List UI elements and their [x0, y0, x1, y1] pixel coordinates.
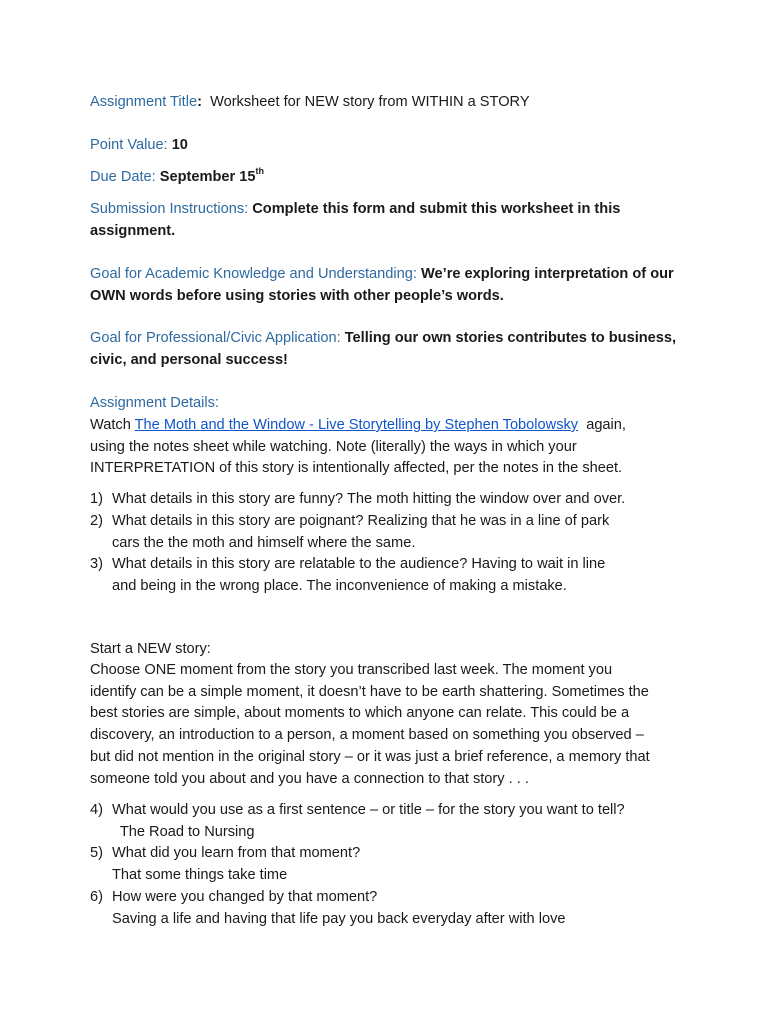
paragraph-line: someone told you about and you have a connection to that story . . .: [90, 770, 529, 787]
goal-academic-row: [90, 263, 674, 285]
details-label: Assignment Details:: [90, 395, 219, 411]
question-5: [90, 843, 682, 886]
question-text: and being in the wrong place. The inconvenience of making a mistake.: [112, 577, 567, 594]
point-value-row: [90, 134, 188, 156]
details-line1: [90, 414, 626, 436]
paragraph-line: discovery, an introduction to a person, a moment based on something you observed –: [90, 727, 644, 744]
question-4: [90, 800, 682, 843]
goal-professional-row: [90, 327, 676, 349]
details-after-link: again,: [586, 417, 626, 433]
question-text: What details in this story are funny? The moth hitting the window over and over.: [112, 491, 626, 507]
answer-text[interactable]: The Road to Nursing: [112, 823, 255, 840]
answer-text[interactable]: That some things take time: [112, 866, 288, 883]
submission-value-line1: Complete this form and submit this worksheet in this: [252, 201, 621, 217]
new-story-paragraph: [90, 660, 680, 790]
question-number: 1): [90, 491, 103, 507]
goal-academic-value-line1: We’re exploring interpretation of our: [421, 266, 674, 282]
submission-row: [90, 198, 620, 220]
details-line2: using the notes sheet while watching. Note (literally) the ways in which your: [90, 439, 577, 455]
question-text: What details in this story are poignant? Realizing that he was in a line of park: [112, 513, 610, 529]
question-number: 2): [90, 513, 103, 529]
goal-academic-label: Goal for Academic Knowledge and Understanding:: [90, 266, 417, 282]
assignment-title-label: Assignment Title: [90, 94, 198, 110]
assignment-title-value: Worksheet for NEW story from WITHIN a STORY: [210, 94, 530, 110]
question-number: 4): [90, 802, 103, 818]
assignment-title-row: Assignment Title: Worksheet for NEW story from WITHIN a STORY: [90, 94, 530, 110]
submission-label: Submission Instructions:: [90, 201, 249, 217]
point-value-label: Point Value:: [90, 137, 168, 153]
question-number: 6): [90, 889, 103, 905]
goal-professional-label: Goal for Professional/Civic Application:: [90, 330, 341, 346]
due-date-label: Due Date:: [90, 169, 156, 185]
goal-professional-value-line2: civic, and personal success!: [90, 352, 288, 368]
question-text: How were you changed by that moment?: [112, 889, 378, 905]
new-story-heading: Start a NEW story:: [90, 641, 211, 657]
question-number: 5): [90, 845, 103, 861]
details-line3: INTERPRETATION of this story is intentionally affected, per the notes in the sheet.: [90, 460, 623, 476]
question-text: What details in this story are relatable to the audience? Having to wait in line: [112, 556, 606, 572]
question-1: [90, 489, 682, 511]
submission-value-line2: assignment.: [90, 223, 176, 239]
paragraph-line: but did not mention in the original story – or it was just a brief reference, a memory that: [90, 748, 650, 765]
question-6: [90, 887, 682, 930]
due-date-value: September 15th: [159, 166, 264, 185]
moth-video-link[interactable]: The Moth and the Window - Live Storytelling by Stephen Tobolowsky: [134, 417, 579, 433]
answer-text[interactable]: Saving a life and having that life pay you back everyday after with love: [112, 910, 566, 927]
paragraph-line: best stories are simple, about moments to which anyone can relate. This could be a: [90, 705, 630, 722]
point-value: 10: [171, 137, 188, 153]
paragraph-line: identify can be a simple moment, it doesn’t have to be earth shattering. Sometimes the: [90, 683, 649, 700]
details-watch: Watch: [90, 417, 131, 433]
paragraph-line: Choose ONE moment from the story you transcribed last week. The moment you: [90, 662, 613, 678]
question-text: cars the the moth and himself where the same.: [112, 534, 416, 551]
due-date-row: [90, 166, 264, 188]
question-3: [90, 554, 682, 597]
question-text: What would you use as a first sentence – or title – for the story you want to tell?: [112, 802, 625, 818]
question-2: [90, 511, 682, 554]
goal-academic-value-line2: OWN words before using stories with other people’s words.: [90, 288, 504, 304]
question-number: 3): [90, 556, 103, 572]
goal-professional-value-line1: Telling our own stories contributes to business,: [344, 330, 677, 346]
question-text: What did you learn from that moment?: [112, 845, 361, 861]
